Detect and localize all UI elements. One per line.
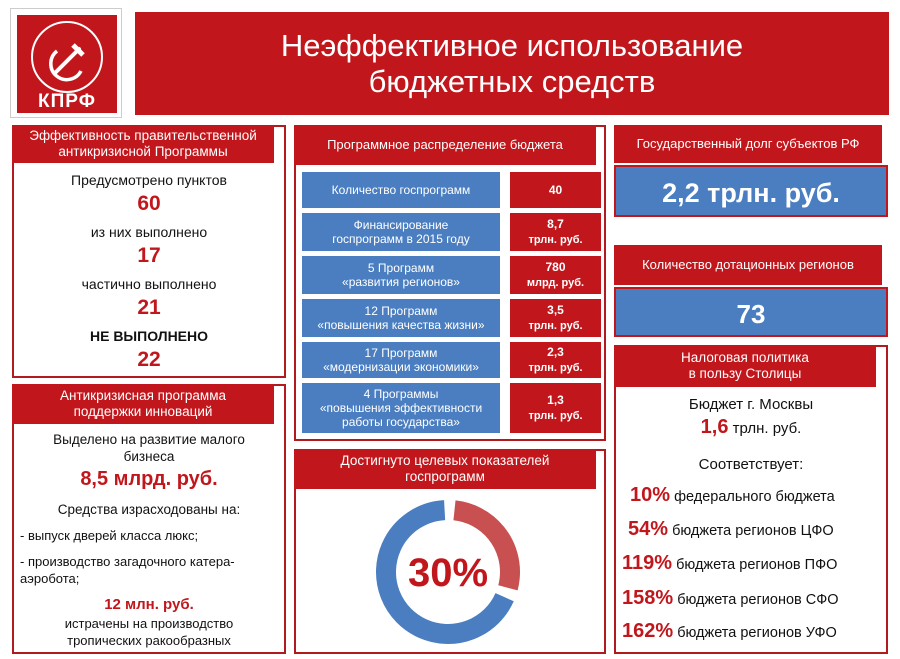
efficiency-title-line-1: Эффективность правительственной <box>29 128 257 143</box>
efficiency-title-line-2: антикризисной Программы <box>58 144 228 159</box>
extra-line-1: истрачены на производство <box>64 616 234 631</box>
allocated-value: 8,5 млрд. руб. <box>80 468 218 490</box>
program-row-4-value-line-2: трлн. руб. <box>528 362 583 374</box>
tax-row-2-text: бюджета регионов ПФО <box>676 557 838 573</box>
hammer-sickle-icon <box>33 23 105 95</box>
innovation-panel <box>12 384 286 654</box>
program-row-1-value-line-2: трлн. руб. <box>528 234 583 246</box>
program-row-2-label-line-1: 5 Программ <box>367 261 435 275</box>
tax-row-3-pct: 158% <box>622 587 674 609</box>
tax-title-line-2: в пользу Столицы <box>688 366 802 381</box>
tax-row-1-pct: 54% <box>628 518 669 540</box>
spent-item-1: - выпуск дверей класса люкс; <box>20 528 199 543</box>
not-done-value: 22 <box>137 348 161 371</box>
logo-background <box>17 15 117 113</box>
allocated-line-2: бизнеса <box>123 449 175 464</box>
program-row-1-value-line-1: 8,7 <box>547 217 564 231</box>
innovation-title <box>12 384 274 424</box>
tax-row-0-text: федерального бюджета <box>674 489 835 505</box>
tax-row-4 <box>622 620 892 643</box>
program-row-2-value <box>510 256 601 294</box>
program-row-5-label-line-1: 4 Программы <box>363 387 439 401</box>
partial-label: частично выполнено <box>81 276 217 292</box>
subsidized-value-box <box>614 287 888 337</box>
program-row-0-value <box>510 172 601 208</box>
program-row-0-value-text: 40 <box>548 183 563 197</box>
targets-title-line-2: госпрограмм <box>405 469 485 484</box>
program-row-3-label-line-1: 12 Программ <box>364 304 438 318</box>
spent-item-2-line-1: - производство загадочного катера- <box>20 554 235 569</box>
tax-row-0-pct: 10% <box>630 484 671 506</box>
moscow-budget-label: Бюджет г. Москвы <box>688 396 814 413</box>
program-row-0-label-text: Количество госпрограмм <box>331 183 471 197</box>
program-row-2-value-line-2: млрд. руб. <box>526 277 585 289</box>
targets-donut-chart <box>350 490 550 650</box>
innovation-title-line-1: Антикризисная программа <box>60 388 226 403</box>
title-line-1: Неэффективное использование <box>280 28 744 63</box>
allocated-line-1: Выделено на развитие малого <box>53 432 245 447</box>
tax-row-1-text: бюджета регионов ЦФО <box>672 523 834 539</box>
kprf-logo <box>10 8 122 118</box>
program-row-5-value <box>510 383 601 433</box>
program-row-4-label <box>302 342 500 378</box>
program-row-3-value <box>510 299 601 337</box>
program-row-2-label <box>302 256 500 294</box>
tax-row-3-text: бюджета регионов СФО <box>677 592 839 608</box>
logo-text: КПРФ <box>38 91 96 112</box>
spent-item-2-line-2: аэробота; <box>20 571 80 586</box>
subsidized-title: Количество дотационных регионов <box>614 245 882 285</box>
not-done-label: НЕ ВЫПОЛНЕНО <box>89 328 209 344</box>
logo-emblem-icon <box>31 21 103 93</box>
debt-value-box <box>614 165 888 217</box>
program-row-5-label-line-2: «повышения эффективности <box>319 401 483 415</box>
program-row-1-label <box>302 213 500 251</box>
moscow-budget-unit: трлн. руб. <box>732 420 802 437</box>
extra-line-2: тропических ракообразных <box>67 633 231 648</box>
debt-title: Государственный долг субъектов РФ <box>614 125 882 163</box>
program-row-4-label-line-1: 17 Программ <box>364 346 438 360</box>
moscow-budget-value: 1,6 <box>700 416 729 438</box>
targets-value: 30% <box>407 551 489 595</box>
title-line-2: бюджетных средств <box>368 64 656 99</box>
targets-title <box>294 449 596 489</box>
program-row-5-label <box>302 383 500 433</box>
program-row-4-label-line-2: «модернизации экономики» <box>323 360 479 374</box>
tax-row-2-pct: 119% <box>622 552 673 574</box>
program-row-3-label-line-2: «повышения качества жизни» <box>317 318 485 332</box>
tax-title <box>614 345 876 387</box>
programs-title: Программное распределение бюджета <box>294 125 596 165</box>
done-label: из них выполнено <box>90 224 208 240</box>
tax-row-1 <box>628 518 898 541</box>
tax-title-line-1: Налоговая политика <box>681 350 809 365</box>
program-row-5-label-line-3: работы государства» <box>342 415 460 429</box>
program-row-0-label <box>302 172 500 208</box>
corresponds-label: Соответствует: <box>698 456 804 473</box>
tax-row-2 <box>622 552 892 575</box>
program-row-3-label <box>302 299 500 337</box>
page-title <box>135 28 889 100</box>
planned-label: Предусмотрено пунктов <box>71 172 227 188</box>
program-row-2-value-line-1: 780 <box>545 260 566 274</box>
program-row-1-value <box>510 213 601 251</box>
innovation-title-line-2: поддержки инноваций <box>73 404 213 419</box>
subsidized-value: 73 <box>736 299 766 329</box>
tax-row-4-text: бюджета регионов УФО <box>677 625 837 641</box>
moscow-budget-line <box>614 416 888 439</box>
partial-value: 21 <box>137 296 161 319</box>
program-row-2-label-line-2: «развития регионов» <box>342 275 460 289</box>
debt-value: 2,2 трлн. руб. <box>662 178 840 208</box>
efficiency-title <box>12 125 274 163</box>
tax-row-0 <box>630 484 900 507</box>
program-row-1-label-line-2: госпрограмм в 2015 году <box>332 232 470 246</box>
program-row-4-value <box>510 342 601 378</box>
extra-value: 12 млн. руб. <box>104 596 194 613</box>
program-row-3-value-line-2: трлн. руб. <box>528 320 583 332</box>
program-row-5-value-line-1: 1,3 <box>547 393 564 407</box>
planned-value: 60 <box>137 192 161 215</box>
spent-label: Средства израсходованы на: <box>57 502 241 517</box>
title-banner <box>135 12 889 115</box>
program-row-1-label-line-1: Финансирование <box>353 218 449 232</box>
targets-title-line-1: Достигнуто целевых показателей <box>340 453 550 468</box>
program-row-4-value-line-1: 2,3 <box>547 345 564 359</box>
program-row-3-value-line-1: 3,5 <box>547 303 564 317</box>
done-value: 17 <box>137 244 161 267</box>
tax-row-4-pct: 162% <box>622 620 674 642</box>
tax-row-3 <box>622 587 892 610</box>
program-row-5-value-line-2: трлн. руб. <box>528 410 583 422</box>
